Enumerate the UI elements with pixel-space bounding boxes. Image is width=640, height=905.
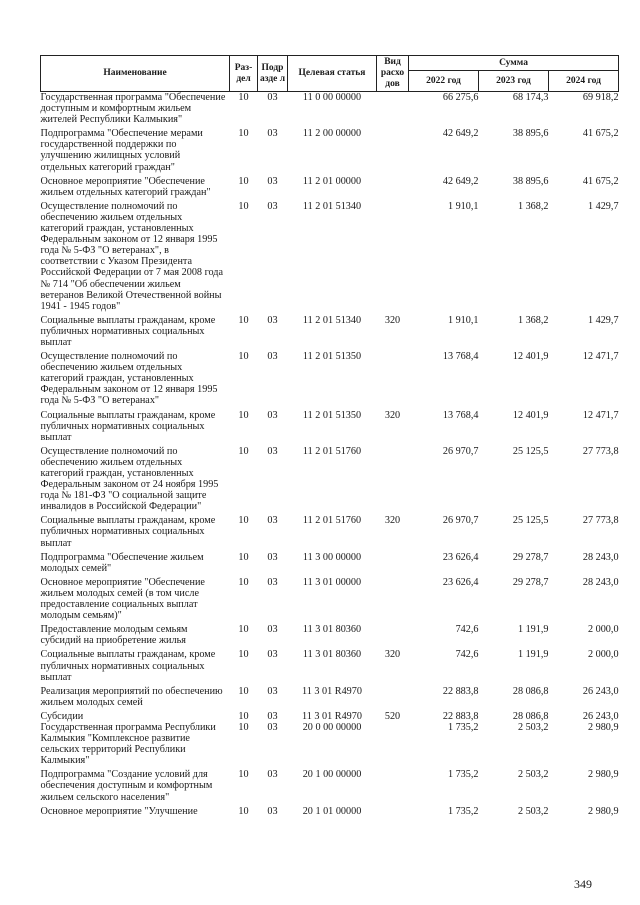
row-name: Реализация мероприятий по обеспечению жильем молодых семей — [40, 685, 223, 708]
row-sum-2022: 1 910,1 — [447, 314, 479, 326]
row-sum-2024: 2 980,9 — [587, 769, 619, 781]
row-sum-2024: 2 000,0 — [587, 624, 619, 636]
row-expense-type — [377, 686, 409, 711]
row-sum-2023: 1 368,2 — [517, 314, 549, 326]
row-razdel: 10 — [238, 551, 249, 563]
row-sum-2024: 41 675,2 — [582, 128, 619, 140]
row-expense-type — [377, 92, 409, 129]
row-sum-2022: 1 735,2 — [447, 805, 479, 817]
row-sum-2023: 1 191,9 — [517, 624, 549, 636]
table-row — [41, 92, 619, 129]
row-target-article: 11 2 00 00000 — [302, 128, 362, 140]
row-expense-type — [377, 128, 409, 175]
row-sum-2022: 1 735,2 — [447, 721, 479, 733]
table-row — [41, 128, 619, 175]
table-body — [41, 92, 619, 820]
row-razdel: 10 — [238, 128, 249, 140]
row-podrazdel: 03 — [267, 649, 278, 661]
row-name: Субсидии — [40, 710, 84, 722]
row-name: Осуществление полномочий по обеспечению жильем отдельных категорий граждан, установленных Федеральным законом от 12 января 1995 года № 5-ФЗ "О ветеранах", в соответствии с Указом Президента Российской Федерации от 7 мая 2008 года № 714 "Об обеспечении жильем ветеранов Великой Отечественной войны 1941 - 1945 годов" — [40, 200, 223, 312]
row-sum-2022: 26 970,7 — [442, 445, 479, 457]
row-name: Социальные выплаты гражданам, кроме публичных нормативных социальных выплат — [40, 314, 216, 348]
row-razdel: 10 — [238, 769, 249, 781]
row-sum-2023: 68 174,3 — [512, 92, 549, 103]
table-row — [41, 649, 619, 685]
row-sum-2023: 1 191,9 — [517, 649, 549, 661]
row-name: Осуществление полномочий по обеспечению жильем отдельных категорий граждан, установленных Федеральным законом от 12 января 1995 года № 5-ФЗ "О ветеранах" — [40, 351, 218, 407]
row-sum-2024: 28 243,0 — [582, 551, 619, 563]
table-row — [41, 315, 619, 351]
row-sum-2024: 26 243,0 — [582, 710, 619, 722]
row-target-article: 11 3 01 80360 — [302, 624, 362, 636]
row-sum-2024: 1 429,7 — [587, 314, 619, 326]
row-sum-2023: 29 278,7 — [512, 551, 549, 563]
row-expense-type — [377, 351, 409, 409]
row-expense-type: 320 — [384, 409, 401, 421]
row-expense-type: 320 — [384, 314, 401, 326]
row-name: Подпрограмма "Обеспечение жильем молодых семей" — [40, 551, 204, 574]
row-target-article: 11 2 01 00000 — [302, 175, 362, 187]
row-target-article: 11 3 01 00000 — [302, 576, 362, 588]
table-row — [41, 552, 619, 577]
row-podrazdel: 03 — [267, 710, 278, 722]
row-expense-type — [377, 722, 409, 769]
row-target-article: 11 3 01 R4970 — [302, 710, 362, 722]
row-name: Государственная программа Республики Калмыкия "Комплексное развитие сельских территорий Республики Калмыкия" — [40, 721, 216, 767]
row-sum-2024: 69 918,2 — [582, 92, 619, 103]
row-target-article: 11 2 01 51350 — [302, 409, 362, 421]
row-sum-2023: 2 503,2 — [517, 805, 549, 817]
row-name: Осуществление полномочий по обеспечению жильем отдельных категорий граждан, установленных Федеральным законом от 24 ноября 1995 года № 181-ФЗ "О социальной защите инвалидов в Российской Федерации" — [40, 445, 219, 513]
row-razdel: 10 — [238, 515, 249, 527]
row-razdel: 10 — [238, 649, 249, 661]
row-target-article: 11 2 01 51760 — [302, 445, 362, 457]
row-sum-2022: 22 883,8 — [442, 685, 479, 697]
row-razdel: 10 — [238, 576, 249, 588]
header-podrazdel: Подр азде л — [258, 56, 288, 92]
table-row — [41, 806, 619, 820]
row-expense-type — [377, 769, 409, 805]
row-expense-type: 320 — [384, 515, 401, 527]
budget-table — [40, 55, 619, 820]
row-sum-2022: 13 768,4 — [442, 409, 479, 421]
header-name: Наименование — [41, 56, 230, 92]
row-podrazdel: 03 — [267, 624, 278, 636]
row-sum-2024: 2 980,9 — [587, 721, 619, 733]
row-name: Социальные выплаты гражданам, кроме публичных нормативных социальных выплат — [40, 649, 216, 683]
row-target-article: 20 0 00 00000 — [302, 721, 362, 733]
table-row — [41, 577, 619, 624]
table-row — [41, 769, 619, 805]
row-podrazdel: 03 — [267, 685, 278, 697]
header-year-2022: 2022 год — [409, 71, 479, 92]
row-expense-type: 520 — [384, 710, 401, 722]
row-podrazdel: 03 — [267, 551, 278, 563]
row-sum-2023: 12 401,9 — [512, 351, 549, 363]
row-name: Основное мероприятие "Обеспечение жильем молодых семей (в том числе предоставление социальных выплат молодым семьям)" — [40, 576, 205, 622]
header-expense-type: Вид расхо дов — [377, 56, 409, 92]
row-sum-2022: 23 626,4 — [442, 551, 479, 563]
row-expense-type: 320 — [384, 649, 401, 661]
header-year-2023: 2023 год — [479, 71, 549, 92]
row-target-article: 20 1 01 00000 — [302, 805, 362, 817]
row-razdel: 10 — [238, 314, 249, 326]
header-target-article: Целевая статья — [288, 56, 377, 92]
table-row — [41, 410, 619, 446]
row-sum-2024: 27 773,8 — [582, 445, 619, 457]
row-name: Основное мероприятие "Улучшение — [40, 805, 198, 817]
row-sum-2022: 1 735,2 — [447, 769, 479, 781]
row-expense-type — [377, 806, 409, 820]
row-expense-type — [377, 577, 409, 624]
row-target-article: 11 2 01 51760 — [302, 515, 362, 527]
row-podrazdel: 03 — [267, 314, 278, 326]
row-sum-2023: 25 125,5 — [512, 515, 549, 527]
table-row — [41, 201, 619, 315]
row-sum-2023: 28 086,8 — [512, 685, 549, 697]
row-razdel: 10 — [238, 805, 249, 817]
row-podrazdel: 03 — [267, 409, 278, 421]
row-sum-2022: 23 626,4 — [442, 576, 479, 588]
row-expense-type — [377, 446, 409, 516]
row-expense-type — [377, 624, 409, 649]
row-expense-type — [377, 552, 409, 577]
row-sum-2022: 13 768,4 — [442, 351, 479, 363]
header-razdel: Раз-дел — [230, 56, 258, 92]
row-sum-2024: 2 980,9 — [587, 805, 619, 817]
row-target-article: 11 3 01 R4970 — [302, 685, 362, 697]
row-podrazdel: 03 — [267, 721, 278, 733]
row-sum-2024: 2 000,0 — [587, 649, 619, 661]
row-razdel: 10 — [238, 175, 249, 187]
row-podrazdel: 03 — [267, 445, 278, 457]
table-row — [41, 722, 619, 769]
row-sum-2024: 26 243,0 — [582, 685, 619, 697]
row-name: Социальные выплаты гражданам, кроме публичных нормативных социальных выплат — [40, 515, 216, 549]
table-row — [41, 446, 619, 516]
row-sum-2023: 38 895,6 — [512, 175, 549, 187]
row-name: Государственная программа "Обеспечение доступным и комфортным жильем жителей Республики Калмыкия" — [40, 92, 226, 126]
row-podrazdel: 03 — [267, 515, 278, 527]
row-sum-2024: 12 471,7 — [582, 351, 619, 363]
table-row — [41, 624, 619, 649]
row-razdel: 10 — [238, 351, 249, 363]
header-year-2024: 2024 год — [549, 71, 619, 92]
page-number: 349 — [574, 877, 592, 891]
row-razdel: 10 — [238, 685, 249, 697]
budget-table-page — [40, 55, 618, 820]
row-target-article: 11 2 01 51340 — [302, 200, 362, 212]
table-row — [41, 711, 619, 722]
row-razdel: 10 — [238, 624, 249, 636]
row-name: Социальные выплаты гражданам, кроме публичных нормативных социальных выплат — [40, 409, 216, 443]
row-target-article: 11 3 00 00000 — [302, 551, 362, 563]
row-podrazdel: 03 — [267, 769, 278, 781]
row-target-article: 11 2 01 51340 — [302, 314, 362, 326]
row-sum-2022: 42 649,2 — [442, 128, 479, 140]
row-sum-2023: 1 368,2 — [517, 200, 549, 212]
row-sum-2022: 66 275,6 — [442, 92, 479, 103]
row-razdel: 10 — [238, 721, 249, 733]
row-target-article: 11 3 01 80360 — [302, 649, 362, 661]
table-row — [41, 515, 619, 551]
row-podrazdel: 03 — [267, 805, 278, 817]
table-row — [41, 686, 619, 711]
row-sum-2022: 42 649,2 — [442, 175, 479, 187]
row-sum-2024: 41 675,2 — [582, 175, 619, 187]
row-target-article: 11 0 00 00000 — [302, 92, 362, 103]
row-razdel: 10 — [238, 200, 249, 212]
row-sum-2022: 1 910,1 — [447, 200, 479, 212]
row-name: Основное мероприятие "Обеспечение жильем отдельных категорий граждан" — [40, 175, 211, 198]
header-sum: Сумма — [409, 56, 619, 71]
row-razdel: 10 — [238, 92, 249, 103]
row-podrazdel: 03 — [267, 200, 278, 212]
row-razdel: 10 — [238, 710, 249, 722]
row-podrazdel: 03 — [267, 351, 278, 363]
row-sum-2023: 38 895,6 — [512, 128, 549, 140]
row-sum-2023: 12 401,9 — [512, 409, 549, 421]
row-podrazdel: 03 — [267, 92, 278, 103]
row-sum-2024: 1 429,7 — [587, 200, 619, 212]
row-sum-2022: 22 883,8 — [442, 710, 479, 722]
row-expense-type — [377, 176, 409, 201]
row-sum-2024: 12 471,7 — [582, 409, 619, 421]
row-podrazdel: 03 — [267, 128, 278, 140]
row-name: Подпрограмма "Создание условий для обеспечения доступным и комфортным жильем сельского населения" — [40, 769, 213, 803]
table-header — [41, 56, 619, 92]
row-sum-2024: 27 773,8 — [582, 515, 619, 527]
table-row — [41, 176, 619, 201]
row-target-article: 20 1 00 00000 — [302, 769, 362, 781]
row-razdel: 10 — [238, 445, 249, 457]
row-sum-2022: 742,6 — [455, 624, 479, 636]
row-podrazdel: 03 — [267, 576, 278, 588]
table-row — [41, 351, 619, 409]
row-sum-2023: 28 086,8 — [512, 710, 549, 722]
row-sum-2023: 29 278,7 — [512, 576, 549, 588]
row-podrazdel: 03 — [267, 175, 278, 187]
row-sum-2023: 2 503,2 — [517, 769, 549, 781]
row-sum-2022: 742,6 — [455, 649, 479, 661]
row-sum-2023: 25 125,5 — [512, 445, 549, 457]
row-sum-2024: 28 243,0 — [582, 576, 619, 588]
row-target-article: 11 2 01 51350 — [302, 351, 362, 363]
row-expense-type — [377, 201, 409, 315]
row-razdel: 10 — [238, 409, 249, 421]
row-sum-2023: 2 503,2 — [517, 721, 549, 733]
row-name: Подпрограмма "Обеспечение мерами государственной поддержки по улучшению жилищных условий отдельных категорий граждан" — [40, 128, 203, 173]
row-sum-2022: 26 970,7 — [442, 515, 479, 527]
row-name: Предоставление молодым семьям субсидий на приобретение жилья — [40, 624, 188, 647]
